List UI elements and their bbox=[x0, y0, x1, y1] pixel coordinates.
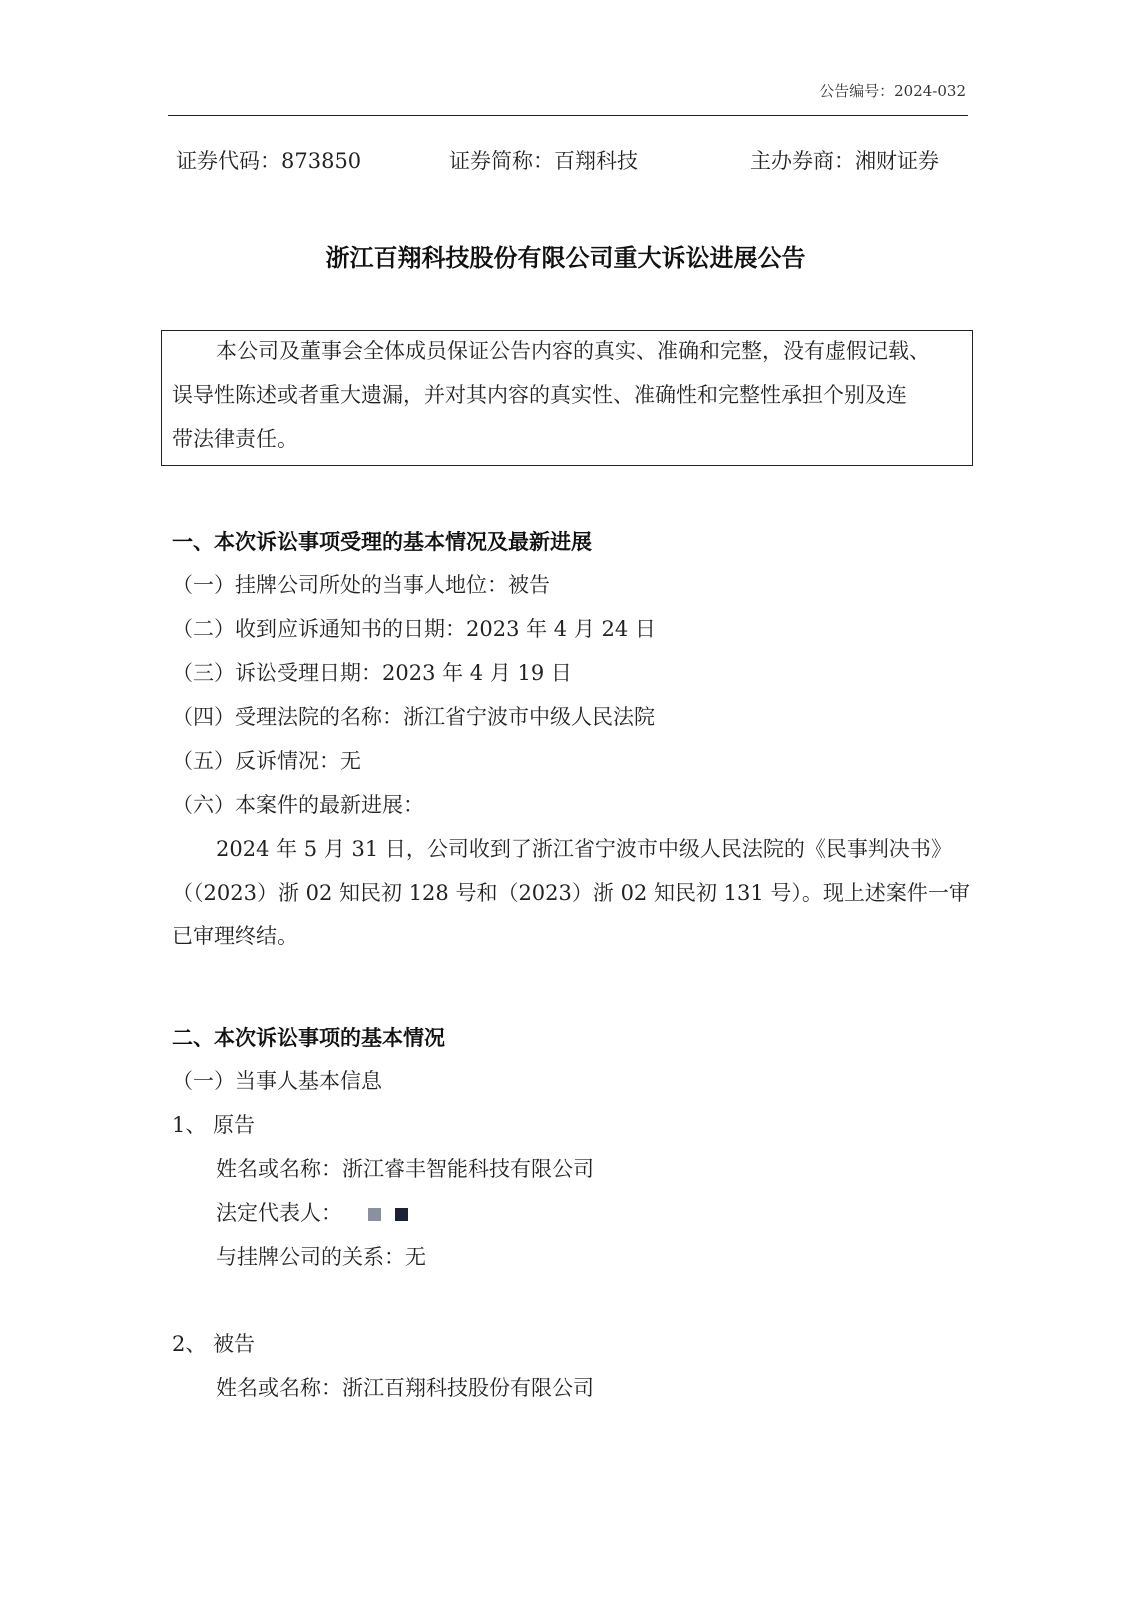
header-divider bbox=[168, 115, 968, 116]
plaintiff-name: 姓名或名称：浙江睿丰智能科技有限公司 bbox=[216, 1157, 594, 1181]
progress-line-3: 已审理终结。 bbox=[172, 924, 298, 948]
defendant-name: 姓名或名称：浙江百翔科技股份有限公司 bbox=[216, 1376, 594, 1400]
section-2-heading: 二、本次诉讼事项的基本情况 bbox=[172, 1026, 445, 1050]
redacted-mark bbox=[395, 1208, 408, 1221]
plaintiff-representative bbox=[216, 1197, 408, 1227]
section-1-item-6: （六）本案件的最新进展： bbox=[172, 793, 424, 817]
securities-abbreviation: 证券简称：百翔科技 bbox=[449, 149, 638, 173]
representative-label: 法定代表人： bbox=[216, 1201, 342, 1225]
sponsor-broker: 主办券商：湘财证券 bbox=[750, 149, 939, 173]
section-1-item-1: （一）挂牌公司所处的当事人地位：被告 bbox=[172, 573, 550, 597]
declaration-line-3: 带法律责任。 bbox=[172, 427, 298, 451]
party-info-subheading: （一）当事人基本信息 bbox=[172, 1069, 382, 1093]
plaintiff-label: 1、 原告 bbox=[172, 1113, 256, 1137]
announcement-number: 公告编号：2024-032 bbox=[819, 82, 966, 100]
section-1-item-5: （五）反诉情况：无 bbox=[172, 749, 361, 773]
progress-line-2: （（2023）浙 02 知民初 128 号和（2023）浙 02 知民初 131 号）。现上述案件一审 bbox=[172, 881, 970, 905]
section-1-item-3: （三）诉讼受理日期：2023 年 4 月 19 日 bbox=[172, 661, 572, 685]
defendant-label: 2、 被告 bbox=[172, 1332, 256, 1356]
section-1-item-4: （四）受理法院的名称：浙江省宁波市中级人民法院 bbox=[172, 705, 655, 729]
redacted-mark bbox=[368, 1208, 381, 1221]
section-1-heading: 一、本次诉讼事项受理的基本情况及最新进展 bbox=[172, 530, 592, 554]
declaration-line-1: 本公司及董事会全体成员保证公告内容的真实、准确和完整，没有虚假记载、 bbox=[216, 339, 930, 363]
securities-code: 证券代码：873850 bbox=[176, 149, 362, 173]
plaintiff-relation: 与挂牌公司的关系：无 bbox=[216, 1245, 426, 1269]
declaration-line-2: 误导性陈述或者重大遗漏，并对其内容的真实性、准确性和完整性承担个别及连 bbox=[172, 383, 907, 407]
page-title: 浙江百翔科技股份有限公司重大诉讼进展公告 bbox=[325, 244, 806, 272]
progress-line-1: 2024 年 5 月 31 日，公司收到了浙江省宁波市中级人民法院的《民事判决书》 bbox=[216, 837, 952, 861]
section-1-item-2: （二）收到应诉通知书的日期：2023 年 4 月 24 日 bbox=[172, 617, 656, 641]
